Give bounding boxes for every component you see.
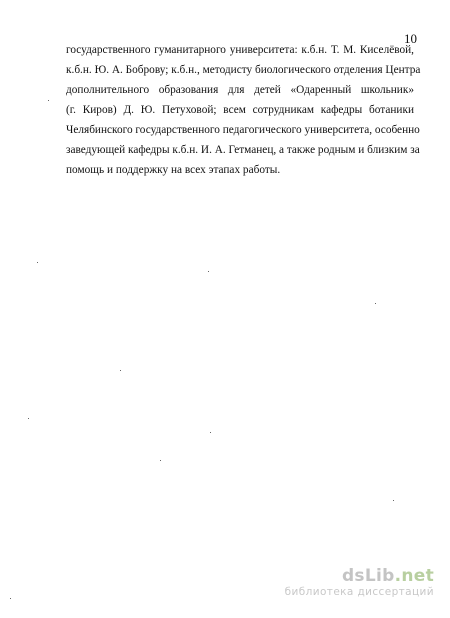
text-line: государственного гуманитарного университета: к.б.н. Т. М. Киселёвой, xyxy=(66,44,414,56)
text-line: (г. Киров) Д. Ю. Петуховой; всем сотрудникам кафедры ботаники xyxy=(66,104,414,116)
text-line: Челябинского государственного педагогического университета, особенно xyxy=(66,124,420,136)
watermark-logo-main: dsLib xyxy=(341,566,395,586)
scan-speck xyxy=(208,271,209,272)
text-line: дополнительного образования для детей «Одаренный школьник» xyxy=(66,84,414,96)
watermark-logo xyxy=(234,566,434,586)
scan-speck xyxy=(28,418,29,419)
text-line: помощь и поддержку на всех этапах работы. xyxy=(66,164,281,176)
scan-speck xyxy=(37,262,38,263)
scan-speck xyxy=(10,598,11,599)
scan-speck xyxy=(393,500,394,501)
dslib-watermark xyxy=(234,566,434,599)
scan-speck xyxy=(210,432,211,433)
page-number: 10 xyxy=(404,31,417,46)
scan-speck xyxy=(120,370,121,371)
scan-speck xyxy=(160,460,161,461)
body-paragraph xyxy=(66,40,421,180)
scan-speck xyxy=(48,100,49,101)
watermark-subtitle: библиотека диссертаций xyxy=(284,586,434,598)
scan-speck xyxy=(375,303,376,304)
text-line: заведующей кафедры к.б.н. И. А. Гетманец, а также родным и близким за xyxy=(66,144,420,156)
text-line: к.б.н. Ю. А. Боброву; к.б.н., методисту биологического отделения Центра xyxy=(66,64,421,76)
watermark-logo-suffix: .net xyxy=(394,566,434,586)
